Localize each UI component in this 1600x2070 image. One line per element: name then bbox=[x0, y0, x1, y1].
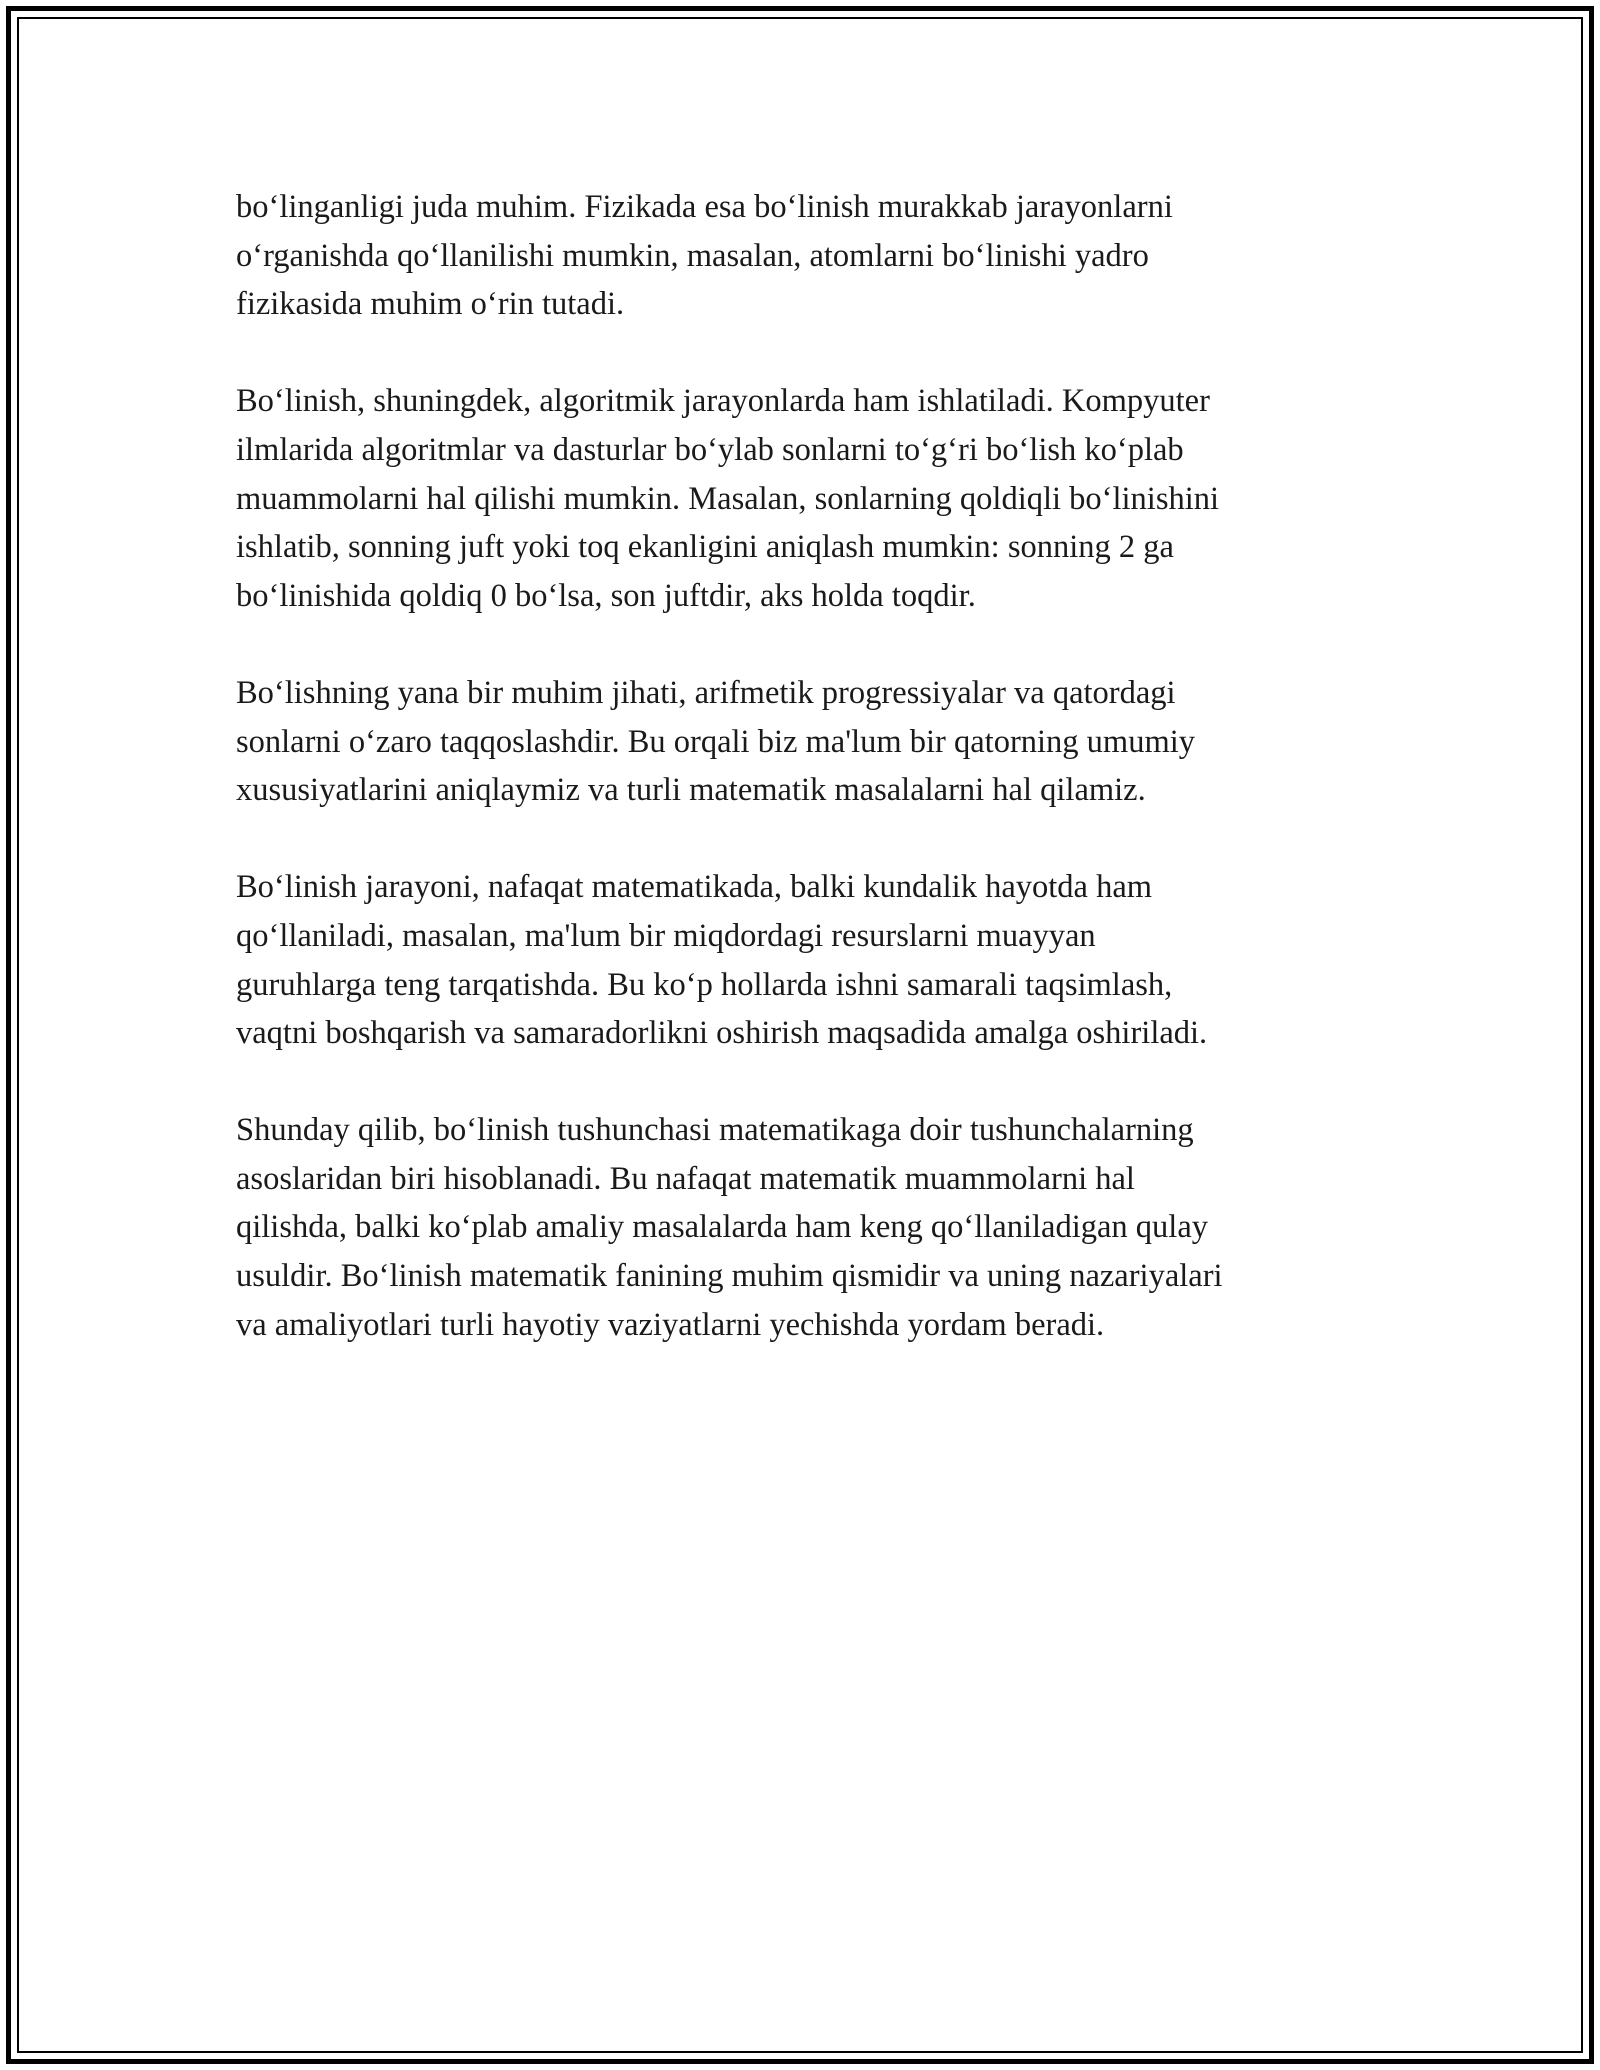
text-line: usuldir. Bo‘linish matematik fanining muhim qismidir va uning nazariyalari bbox=[236, 1258, 1223, 1295]
text-line: bo‘linishida qoldiq 0 bo‘lsa, son juftdir, aks holda toqdir. bbox=[236, 577, 976, 614]
text-line: Bo‘linish jarayoni, nafaqat matematikada, balki kundalik hayotda ham bbox=[236, 869, 1153, 906]
text-line: asoslaridan biri hisoblanadi. Bu nafaqat matematik muammolarni hal bbox=[236, 1160, 1135, 1197]
paragraph bbox=[236, 377, 1376, 620]
text-line: ishlatib, sonning juft yoki toq ekanligini aniqlash mumkin: sonning 2 ga bbox=[236, 529, 1174, 566]
text-line: Bo‘linish, shuningdek, algoritmik jarayonlarda ham ishlatiladi. Kompyuter bbox=[236, 383, 1210, 420]
text-line: xususiyatlarini aniqlaymiz va turli matematik masalalarni hal qilamiz. bbox=[236, 772, 1146, 809]
text-line: va amaliyotlari turli hayotiy vaziyatlarni yechishda yordam beradi. bbox=[236, 1306, 1105, 1343]
paragraph bbox=[236, 669, 1376, 815]
text-line: qo‘llaniladi, masalan, ma'lum bir miqdordagi resurslarni muayyan bbox=[236, 917, 1096, 954]
text-line: Bo‘lishning yana bir muhim jihati, arifmetik progressiyalar va qatordagi bbox=[236, 674, 1176, 711]
text-line: fizikasida muhim o‘rin tutadi. bbox=[236, 286, 625, 323]
document-body bbox=[236, 183, 1376, 1398]
text-line: Shunday qilib, bo‘linish tushunchasi matematikaga doir tushunchalarning bbox=[236, 1112, 1194, 1149]
text-line: muammolarni hal qilishi mumkin. Masalan, sonlarning qoldiqli bo‘linishini bbox=[236, 480, 1220, 517]
text-line: vaqtni boshqarish va samaradorlikni oshirish maqsadida amalga oshiriladi. bbox=[236, 1015, 1208, 1052]
text-line: sonlarni o‘zaro taqqoslashdir. Bu orqali biz ma'lum bir qatorning umumiy bbox=[236, 723, 1196, 760]
paragraph bbox=[236, 1106, 1376, 1349]
text-line: guruhlarga teng tarqatishda. Bu ko‘p hollarda ishni samarali taqsimlash, bbox=[236, 966, 1173, 1003]
paragraph bbox=[236, 863, 1376, 1057]
text-line: ilmlarida algoritmlar va dasturlar bo‘ylab sonlarni to‘g‘ri bo‘lish ko‘plab bbox=[236, 431, 1184, 468]
text-line: bo‘linganligi juda muhim. Fizikada esa bo‘linish murakkab jarayonlarni bbox=[236, 189, 1173, 225]
text-line: o‘rganishda qo‘llanilishi mumkin, masalan, atomlarni bo‘linishi yadro bbox=[236, 237, 1149, 274]
paragraph bbox=[236, 183, 1376, 329]
text-line: qilishda, balki ko‘plab amaliy masalalarda ham keng qo‘llaniladigan qulay bbox=[236, 1209, 1209, 1246]
